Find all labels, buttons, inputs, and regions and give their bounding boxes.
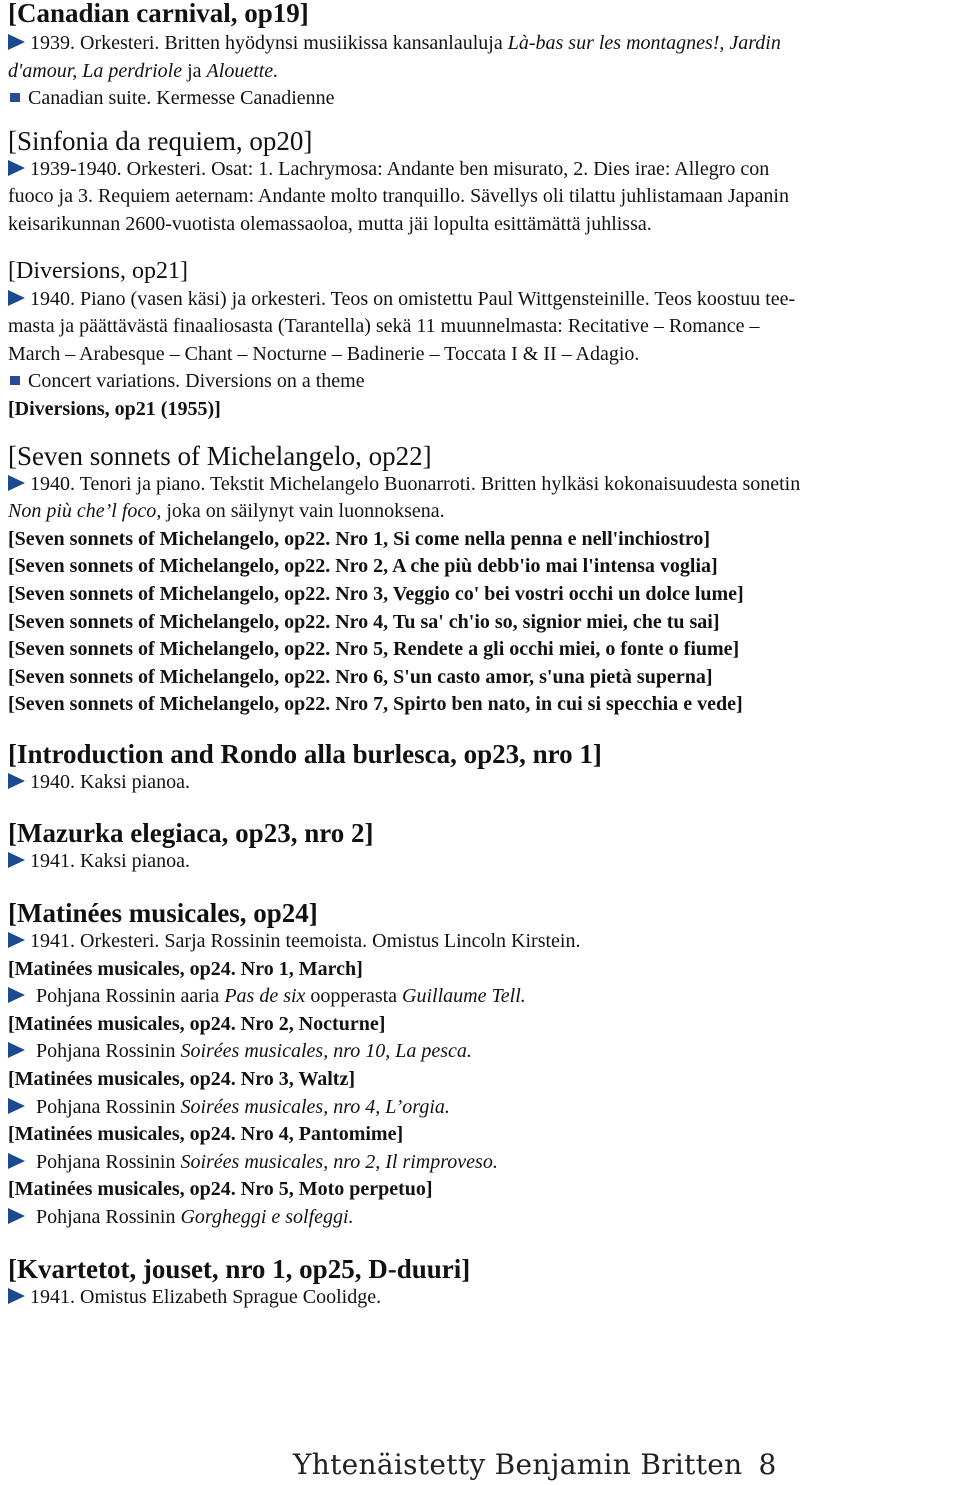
- diversions-desc-line1: 1940. Piano (vasen käsi) ja orkesteri. Teos on omistettu Paul Wittgensteinille. Teos koostuu tee-: [8, 286, 954, 314]
- sonnet-ref-2: [Seven sonnets of Michelangelo, op22. Nro 2, A che più debb'io mai l'intensa voglia]: [8, 555, 718, 578]
- section-title-matinees: [Matinées musicales, op24]: [8, 898, 318, 929]
- section-title-introduction: [Introduction and Rondo alla burlesca, op23, nro 1]: [8, 738, 602, 769]
- sinfonia-desc-line1: 1939-1940. Orkesteri. Osat: 1. Lachrymosa: Andante ben misurato, 2. Dies irae: Allegro con: [8, 156, 954, 184]
- diversions-desc-line2: masta ja päättävästä finaaliosasta (Tarantella) sekä 11 muunnelmasta: Recitative – Romance –: [8, 315, 760, 338]
- page-number: 8: [758, 1448, 777, 1481]
- matinees-desc: 1941. Orkesteri. Sarja Rossinin teemoista. Omistus Lincoln Kirstein.: [8, 928, 954, 956]
- matinees-ref-4: [Matinées musicales, op24. Nro 4, Pantomime]: [8, 1123, 404, 1146]
- canadian-alt-title: Canadian suite. Kermesse Canadienne: [8, 85, 954, 113]
- sonnets-desc-line1: 1940. Tenori ja piano. Tekstit Michelangelo Buonarroti. Britten hylkäsi kokonaisuudesta sonetin: [8, 471, 954, 499]
- matinees-ref-2: [Matinées musicales, op24. Nro 2, Nocturne]: [8, 1012, 386, 1035]
- triangle-right-icon: [8, 475, 25, 491]
- section-title-sinfonia: [Sinfonia da requiem, op20]: [8, 125, 313, 156]
- matinees-ref-5: [Matinées musicales, op24. Nro 5, Moto perpetuo]: [8, 1178, 433, 1201]
- section-title-diversions: [Diversions, op21]: [8, 257, 188, 284]
- matinees-ref-1: [Matinées musicales, op24. Nro 1, March]: [8, 957, 363, 980]
- triangle-right-icon: [8, 852, 25, 868]
- document-page: [8, 0, 954, 1311]
- sinfonia-desc-line3: keisarikunnan 2600-vuotista olemassaoloa, mutta jäi lopulta esittämättä juhlissa.: [8, 212, 652, 235]
- sonnets-desc-line2: Non più che’l foco, joka on säilynyt vain luonnoksena.: [8, 500, 445, 523]
- triangle-right-icon: [8, 932, 25, 948]
- triangle-right-icon: [8, 34, 25, 50]
- matinees-note-2: Pohjana Rossinin Soirées musicales, nro 10, La pesca.: [8, 1038, 954, 1066]
- triangle-right-icon: [8, 1208, 25, 1224]
- sonnet-ref-3: [Seven sonnets of Michelangelo, op22. Nro 3, Veggio co' bei vostri occhi un dolce lume]: [8, 582, 744, 605]
- matinees-note-1: Pohjana Rossinin aaria Pas de six oopperasta Guillaume Tell.: [8, 983, 954, 1011]
- diversions-desc-line3: March – Arabesque – Chant – Nocturne – Badinerie – Toccata I & II – Adagio.: [8, 342, 640, 365]
- triangle-right-icon: [8, 160, 25, 176]
- matinees-note-5: Pohjana Rossinin Gorgheggi e solfeggi.: [8, 1204, 954, 1232]
- square-bullet-icon: [10, 93, 20, 102]
- triangle-right-icon: [8, 290, 25, 306]
- section-title-mazurka: [Mazurka elegiaca, op23, nro 2]: [8, 818, 374, 849]
- diversions-ref: [Diversions, op21 (1955)]: [8, 397, 221, 420]
- footer-title: Yhtenäistetty Benjamin Britten: [293, 1448, 743, 1481]
- triangle-right-icon: [8, 987, 25, 1003]
- matinees-note-3: Pohjana Rossinin Soirées musicales, nro 4, L’orgia.: [8, 1094, 954, 1122]
- triangle-right-icon: [8, 1042, 25, 1058]
- canadian-desc-line2: d'amour, La perdriole ja Alouette.: [8, 59, 279, 82]
- matinees-note-4: Pohjana Rossinin Soirées musicales, nro 2, Il rimproveso.: [8, 1149, 954, 1177]
- section-title-sonnets: [Seven sonnets of Michelangelo, op22]: [8, 440, 432, 471]
- section-title-canadian: [Canadian carnival, op19]: [8, 0, 309, 28]
- matinees-ref-3: [Matinées musicales, op24. Nro 3, Waltz]: [8, 1068, 356, 1091]
- square-bullet-icon: [10, 376, 20, 385]
- sonnet-ref-5: [Seven sonnets of Michelangelo, op22. Nro 5, Rendete a gli occhi miei, o fonte o fiume]: [8, 638, 740, 661]
- sonnet-ref-7: [Seven sonnets of Michelangelo, op22. Nro 7, Spirto ben nato, in cui si specchia e vede]: [8, 693, 743, 716]
- sonnet-ref-1: [Seven sonnets of Michelangelo, op22. Nro 1, Si come nella penna e nell'inchiostro]: [8, 527, 711, 550]
- triangle-right-icon: [8, 1153, 25, 1169]
- introduction-desc: 1940. Kaksi pianoa.: [8, 769, 954, 797]
- sinfonia-desc-line2: fuoco ja 3. Requiem aeternam: Andante molto tranquillo. Sävellys oli tilattu juhlistamaan Japanin: [8, 185, 789, 208]
- sonnet-ref-6: [Seven sonnets of Michelangelo, op22. Nro 6, S'un casto amor, s'una pietà superna]: [8, 665, 713, 688]
- diversions-alt-title: Concert variations. Diversions on a theme: [8, 368, 954, 396]
- canadian-desc-line1: 1939. Orkesteri. Britten hyödynsi musiikissa kansanlauluja Là-bas sur les montagnes!, Jardin: [8, 30, 954, 58]
- triangle-right-icon: [8, 1288, 25, 1304]
- page-footer: [293, 1447, 777, 1483]
- sonnet-ref-4: [Seven sonnets of Michelangelo, op22. Nro 4, Tu sa' ch'io so, signior miei, che tu sai]: [8, 610, 720, 633]
- triangle-right-icon: [8, 773, 25, 789]
- kvartetot-desc: 1941. Omistus Elizabeth Sprague Coolidge.: [8, 1284, 954, 1312]
- section-title-kvartetot: [Kvartetot, jouset, nro 1, op25, D-duuri]: [8, 1253, 471, 1284]
- triangle-right-icon: [8, 1098, 25, 1114]
- mazurka-desc: 1941. Kaksi pianoa.: [8, 848, 954, 876]
